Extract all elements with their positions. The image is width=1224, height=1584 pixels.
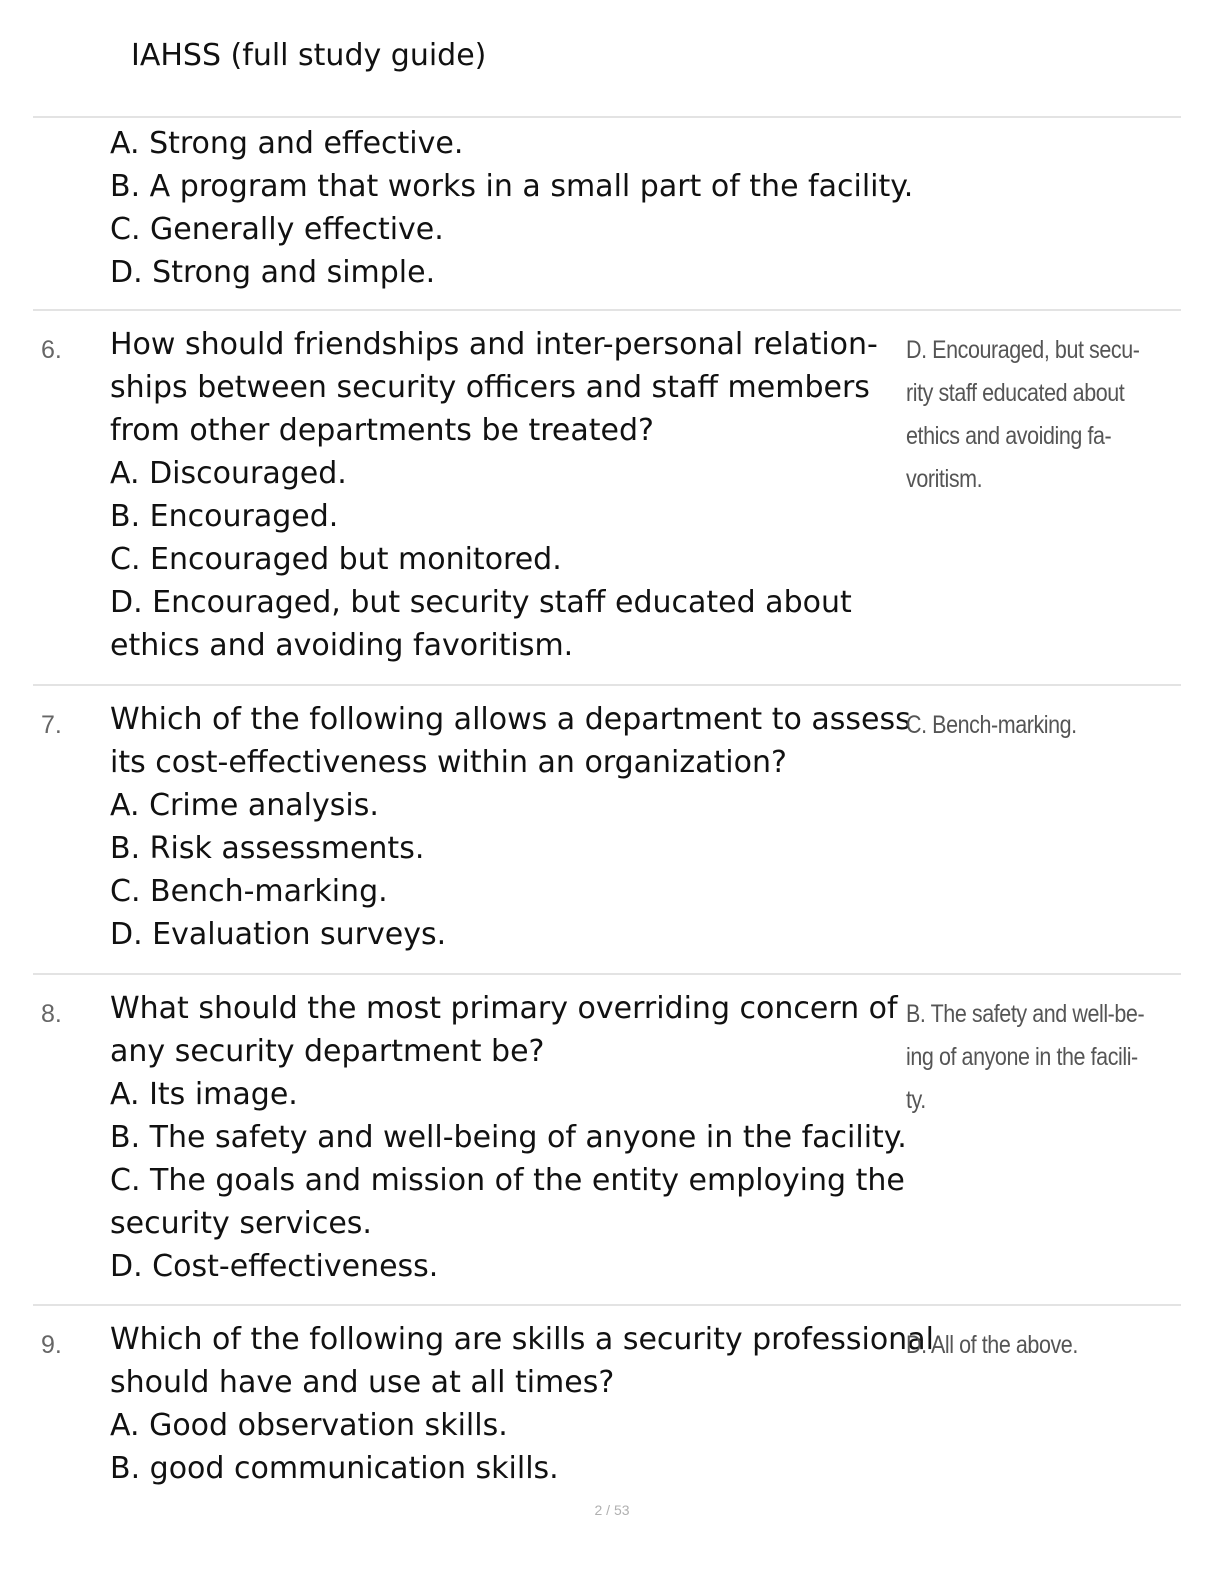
question-line: ships between security officers and staff members	[110, 370, 870, 405]
question-line: Which of the following allows a department to assess	[110, 702, 911, 737]
question-number: 6.	[41, 336, 62, 364]
option-line: B. good communication skills.	[110, 1451, 559, 1486]
answer-line: ethics and avoiding fa-	[906, 422, 1112, 450]
question-block-9	[33, 1304, 1181, 1496]
option-line: C. Generally effective.	[110, 212, 444, 247]
option-line: D. Evaluation surveys.	[110, 917, 447, 952]
document-title: IAHSS (full study guide)	[131, 38, 487, 73]
answer-line: voritism.	[906, 465, 983, 493]
question-line: should have and use at all times?	[110, 1365, 615, 1400]
question-line: Which of the following are skills a security professional	[110, 1322, 934, 1357]
option-line: C. The goals and mission of the entity employing the	[110, 1163, 905, 1198]
option-line: D. Strong and simple.	[110, 255, 436, 290]
question-block-7	[33, 684, 1181, 976]
option-line: B. Risk assessments.	[110, 831, 425, 866]
question-line: from other departments be treated?	[110, 413, 654, 448]
question-number: 9.	[41, 1331, 62, 1359]
answer-text	[906, 1324, 1138, 1367]
option-line: D. Cost-effectiveness.	[110, 1249, 439, 1284]
answer-line: B. The safety and well-be-	[906, 1000, 1145, 1028]
option-line: C. Encouraged but monitored.	[110, 542, 562, 577]
answer-line: C. Bench-marking.	[906, 711, 1077, 739]
option-line: ethics and avoiding favoritism.	[110, 628, 574, 663]
option-line: B. Encouraged.	[110, 499, 339, 534]
question-line: What should the most primary overriding concern of	[110, 991, 898, 1026]
answer-line: ty.	[906, 1086, 926, 1114]
question-line: any security department be?	[110, 1034, 545, 1069]
question-block-8	[33, 973, 1181, 1307]
answer-line: D. All of the above.	[906, 1331, 1078, 1359]
answer-line: rity staff educated about	[906, 379, 1125, 407]
option-line: B. A program that works in a small part of the facility.	[110, 169, 914, 204]
question-number: 7.	[41, 711, 62, 739]
question-text	[110, 698, 910, 956]
question-block-continued	[33, 116, 1181, 312]
option-line: A. Crime analysis.	[110, 788, 379, 823]
answer-line: D. Encouraged, but secu-	[906, 336, 1140, 364]
question-number: 8.	[41, 1000, 62, 1028]
option-line: D. Encouraged, but security staff educated about	[110, 585, 852, 620]
question-text	[110, 1318, 934, 1490]
option-line: security services.	[110, 1206, 372, 1241]
question-text	[110, 987, 910, 1288]
question-line: How should friendships and inter-personal relation-	[110, 327, 878, 362]
question-line: its cost-effectiveness within an organization?	[110, 745, 787, 780]
question-block-6	[33, 309, 1181, 687]
option-line: A. Discouraged.	[110, 456, 347, 491]
answer-text	[906, 993, 1145, 1122]
answer-text	[906, 329, 1138, 501]
option-line: B. The safety and well-being of anyone in the facility.	[110, 1120, 907, 1155]
page-number: 2 / 53	[594, 1502, 630, 1518]
option-line: A. Good observation skills.	[110, 1408, 508, 1443]
answer-text	[906, 704, 1138, 747]
option-line: A. Strong and effective.	[110, 126, 464, 161]
question-text	[110, 323, 910, 667]
answer-line: ing of anyone in the facili-	[906, 1043, 1138, 1071]
question-text	[110, 122, 914, 294]
option-line: A. Its image.	[110, 1077, 298, 1112]
option-line: C. Bench-marking.	[110, 874, 388, 909]
